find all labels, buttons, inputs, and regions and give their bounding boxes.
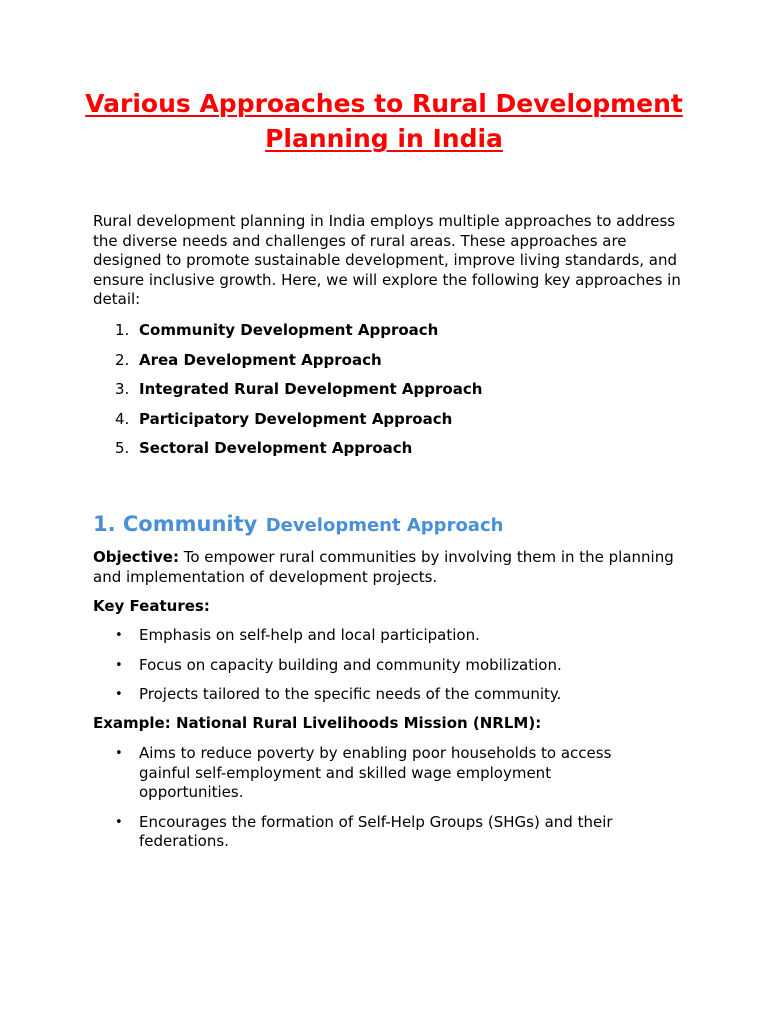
list-number: 5. [115, 439, 130, 457]
objective-label: Objective: [93, 548, 179, 566]
list-label: Community Development Approach [139, 321, 439, 339]
section-heading-number: 1. Community [93, 512, 258, 536]
objective-text: To empower rural communities by involving them in the planning and implementation of development projects. [93, 548, 674, 586]
list-label: Sectoral Development Approach [139, 439, 413, 457]
example-points-list [93, 744, 693, 852]
key-features-list [93, 626, 693, 705]
list-number: 2. [115, 350, 130, 369]
section-heading-title: Development Approach [265, 515, 504, 536]
example-label: Example: National Rural Livelihoods Mission (NRLM): [93, 714, 542, 732]
page-title: Various Approaches to Rural Development Planning in India [85, 89, 683, 153]
bullet-text: Focus on capacity building and community mobilization. [139, 655, 562, 674]
list-item [93, 438, 693, 468]
list-item [93, 744, 693, 803]
list-item [93, 656, 693, 676]
list-label: Area Development Approach [139, 350, 382, 369]
bullet-icon: • [115, 687, 123, 703]
list-number: 3. [115, 380, 130, 398]
section-heading [93, 508, 503, 541]
bullet-icon: • [115, 628, 123, 643]
list-item [93, 685, 693, 705]
list-label: Participatory Development Approach [139, 409, 453, 428]
list-item [93, 626, 693, 646]
key-features-label: Key Features: [93, 597, 210, 615]
list-item [93, 320, 693, 350]
approaches-list [93, 320, 693, 468]
list-label: Integrated Rural Development Approach [139, 380, 483, 398]
objective-paragraph [93, 548, 693, 587]
list-number: 4. [115, 409, 130, 428]
list-item [93, 350, 693, 380]
bullet-icon: • [115, 746, 123, 761]
list-item [93, 379, 693, 409]
list-item [93, 813, 693, 852]
bullet-icon: • [115, 657, 123, 673]
bullet-text: Emphasis on self-help and local participation. [139, 626, 480, 644]
list-number: 1. [115, 321, 130, 339]
list-item [93, 409, 693, 439]
intro-paragraph: Rural development planning in India employs multiple approaches to address the diverse needs and challenges of rural areas. These approaches are designed to promote sustainable development, improve living standards, and ensure inclusive growth. Here, we will explore the following key approaches in detail: [93, 212, 681, 309]
bullet-text: Aims to reduce poverty by enabling poor households to access gainful self-employment and skilled wage employment opportunities. [139, 744, 612, 802]
bullet-icon: • [115, 814, 123, 830]
bullet-text: Projects tailored to the specific needs of the community. [139, 685, 562, 704]
bullet-text: Encourages the formation of Self-Help Groups (SHGs) and their federations. [139, 812, 613, 851]
